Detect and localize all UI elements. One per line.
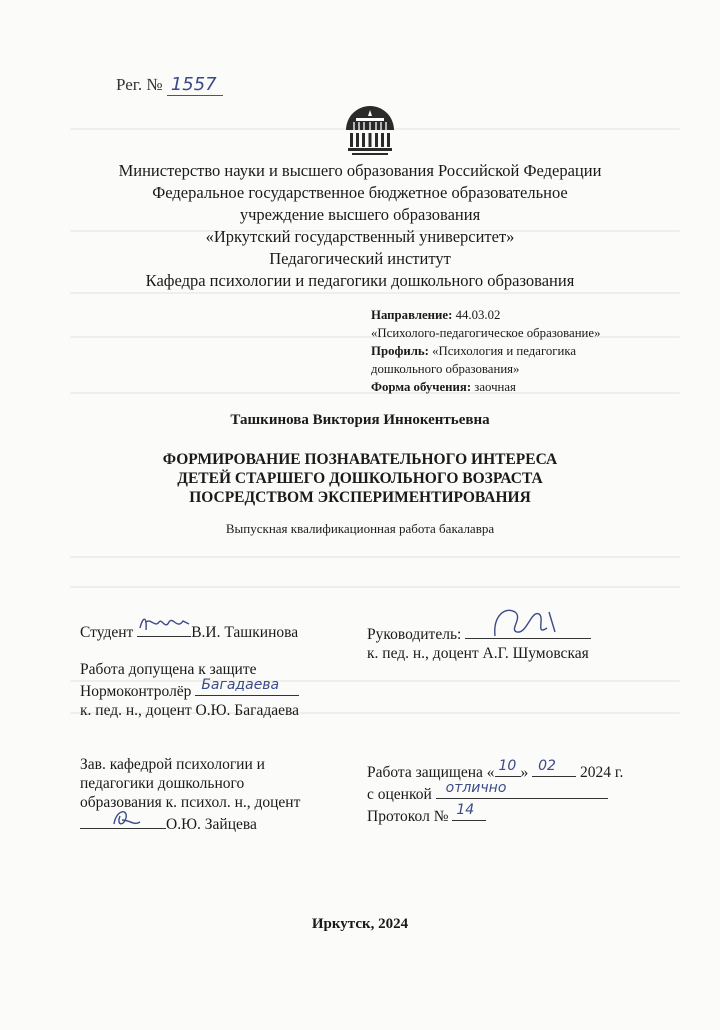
supervisor-signature-line	[465, 622, 591, 639]
supervisor-signature-scrawl	[465, 598, 591, 638]
protocol-number: 14	[456, 802, 475, 818]
supervisor-details: к. пед. н., доцент А.Г. Шумовская	[367, 645, 589, 662]
student-name: В.И. Ташкинова	[191, 624, 299, 641]
protocol-line	[452, 804, 486, 821]
institution-type-line: Федеральное государственное бюджетное образовательное	[152, 183, 568, 202]
work-type: Выпускная квалификационная работа бакалавра	[225, 521, 495, 536]
thesis-title	[0, 450, 720, 507]
study-form-value: заочная	[474, 380, 516, 394]
direction-name: «Психолого-педагогическое образование»	[371, 326, 601, 340]
admission-block	[80, 660, 299, 720]
thesis-title-line: ПОСРЕДСТВОМ ЭКСПЕРИМЕНТИРОВАНИЯ	[189, 489, 531, 506]
bleed-through-line	[70, 586, 680, 588]
profile-value: «Психология и педагогика	[432, 344, 577, 358]
normcontrol-signature-line	[195, 679, 299, 696]
department-name: Кафедра психологии и педагогики дошкольного образования	[145, 271, 575, 290]
organization-header	[60, 160, 660, 292]
profile-value-continued: дошкольного образования»	[371, 362, 520, 376]
student-label: Студент	[80, 624, 134, 641]
normcontrol-label: Нормоконтролёр	[80, 683, 192, 700]
student-signature-block	[80, 620, 298, 642]
registration-label: Рег. №	[116, 75, 163, 94]
thesis-title-line: ФОРМИРОВАНИЕ ПОЗНАВАТЕЛЬНОГО ИНТЕРЕСА	[162, 451, 558, 468]
normcontrol-details: к. пед. н., доцент О.Ю. Багадаева	[80, 702, 299, 719]
profile-label: Профиль:	[371, 344, 429, 358]
defense-month: 02	[538, 758, 556, 774]
city-year-footer: Иркутск, 2024	[311, 916, 409, 932]
university-logo-icon	[342, 104, 398, 160]
registration-handwritten-number: 1557	[167, 74, 223, 96]
supervisor-label: Руководитель:	[367, 626, 462, 643]
protocol-label: Протокол №	[367, 808, 449, 825]
defense-year: 2024 г.	[580, 764, 624, 781]
defense-day-line	[495, 760, 521, 777]
defense-day: 10	[498, 758, 517, 774]
student-signature-line	[137, 620, 191, 637]
institute-name: Педагогический институт	[269, 249, 451, 268]
thesis-title-line: ДЕТЕЙ СТАРШЕГО ДОШКОЛЬНОГО ВОЗРАСТА	[177, 470, 543, 487]
head-title-line: педагогики дошкольного	[80, 775, 245, 792]
student-signature-scrawl	[137, 612, 191, 636]
direction-label: Направление:	[371, 308, 453, 322]
admission-statement: Работа допущена к защите	[80, 661, 257, 678]
author-name: Ташкинова Виктория Иннокентьевна	[230, 412, 490, 428]
head-signature-line	[80, 812, 166, 829]
registration-number	[116, 74, 223, 96]
head-name: О.Ю. Зайцева	[166, 816, 257, 833]
bleed-through-line	[70, 556, 680, 558]
supervisor-signature-block	[367, 622, 591, 663]
study-form-label: Форма обучения:	[371, 380, 472, 394]
normcontrol-signature: Багадаева	[201, 677, 280, 693]
university-name: «Иркутский государственный университет»	[205, 227, 515, 246]
head-title-line: Зав. кафедрой психологии и	[80, 756, 265, 773]
head-of-department-block	[80, 755, 304, 834]
defense-quote-close: »	[520, 764, 529, 781]
defense-month-line	[532, 760, 576, 777]
grade-value: отлично	[445, 780, 507, 796]
study-direction-block	[371, 306, 671, 396]
defense-block	[367, 760, 623, 826]
grade-label: с оценкой	[367, 786, 432, 803]
ministry-line: Министерство науки и высшего образования Российской Федерации	[118, 161, 602, 180]
direction-code: 44.03.02	[455, 308, 501, 322]
defense-prefix: Работа защищена «	[367, 764, 495, 781]
institution-type-line-2: учреждение высшего образования	[239, 205, 481, 224]
grade-line	[436, 782, 608, 799]
head-title-line: образования к. психол. н., доцент	[80, 794, 301, 811]
bleed-through-line	[70, 292, 680, 294]
head-signature-scrawl	[80, 804, 166, 828]
